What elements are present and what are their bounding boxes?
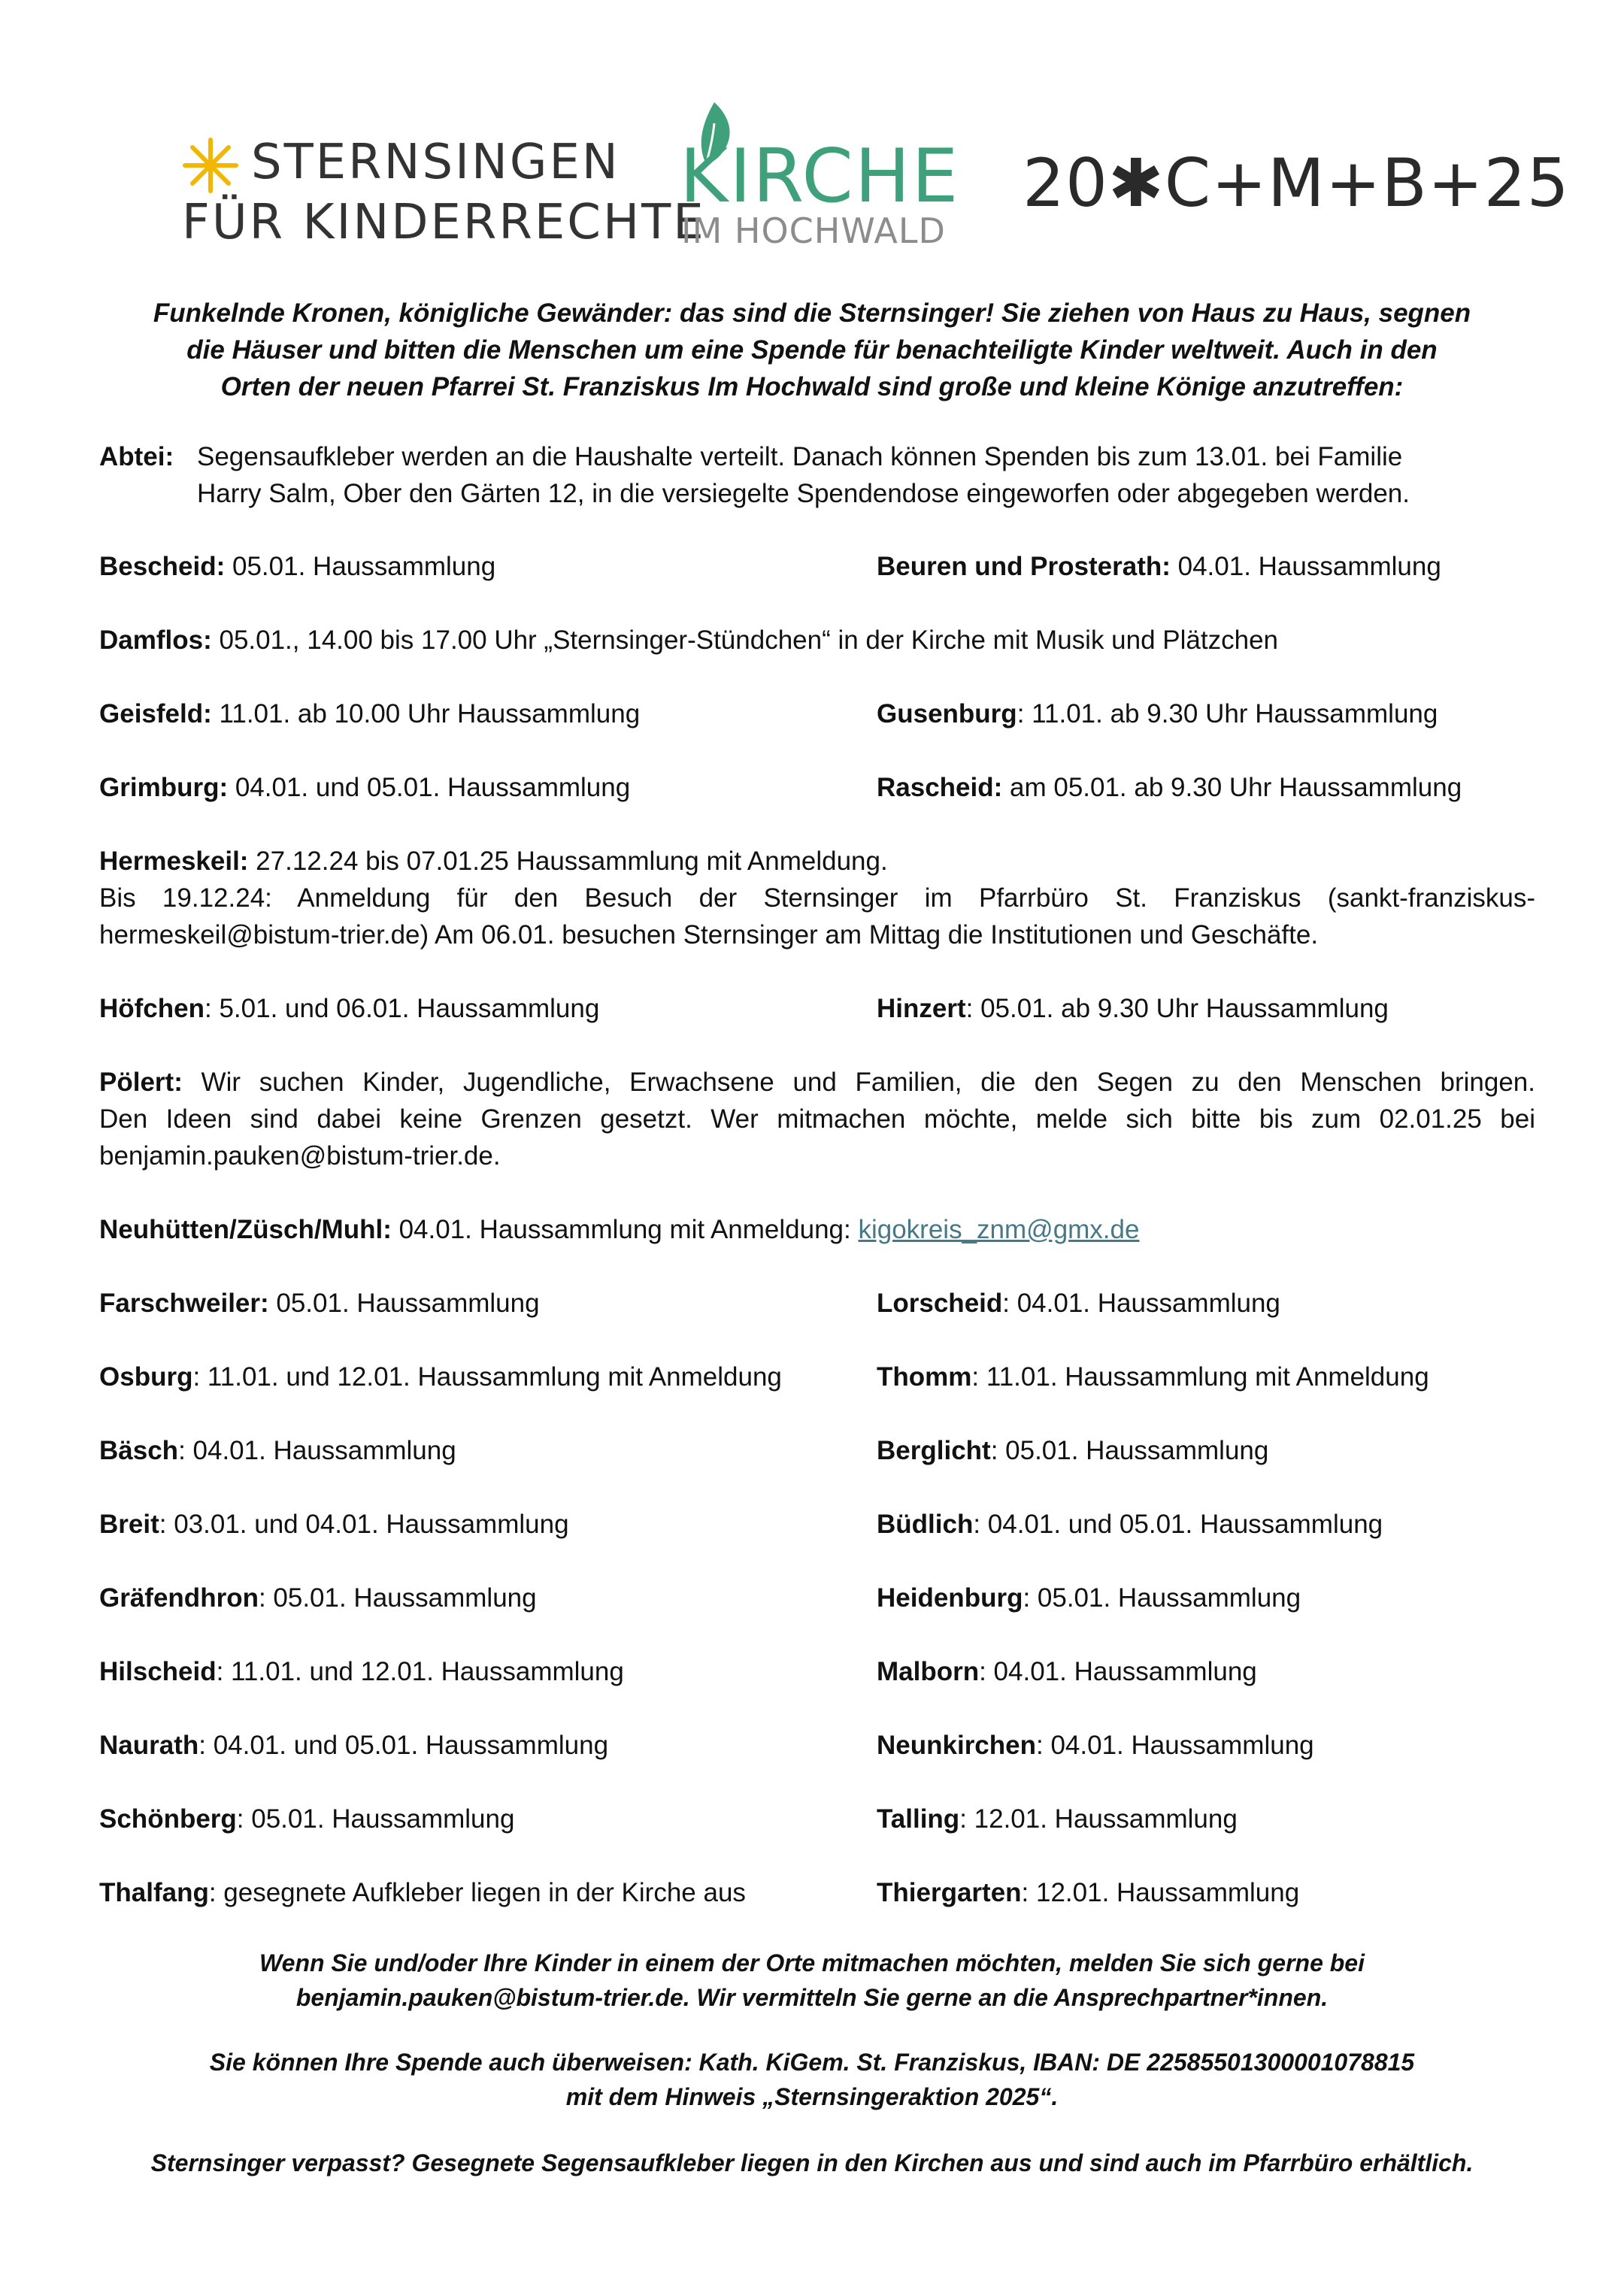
- entry-text: 27.12.24 bis 07.01.25 Haussammlung mit Anmeldung.: [248, 847, 888, 876]
- sternsingen-logo-line2: FÜR KINDERRECHTE: [182, 195, 706, 250]
- place-name: Beuren und Prosterath:: [877, 552, 1171, 581]
- place-name: Hinzert: [877, 994, 966, 1023]
- place-name: Osburg: [99, 1362, 193, 1392]
- email-link[interactable]: kigokreis_znm@gmx.de: [858, 1215, 1140, 1244]
- place-name: Heidenburg: [877, 1583, 1023, 1613]
- entry-text: : 05.01. ab 9.30 Uhr Haussammlung: [965, 994, 1389, 1023]
- entry-text: Segensaufkleber werden an die Haushalte verteilt. Danach können Spenden bis zum 13.01. bei Familie: [197, 442, 1403, 471]
- place-name: Höfchen: [99, 994, 205, 1023]
- entry-text: am 05.01. ab 9.30 Uhr Haussammlung: [1002, 773, 1462, 802]
- entry-text: : 11.01. Haussammlung mit Anmeldung: [971, 1362, 1429, 1392]
- entry-text: : 04.01. und 05.01. Haussammlung: [973, 1510, 1383, 1539]
- entry-text: Bis 19.12.24: Anmeldung für den Besuch der Sternsinger im Pfarrbüro St. Franziskus (sankt-franziskus-: [99, 883, 1535, 913]
- entry-row: [99, 695, 1535, 732]
- intro-line: Orten der neuen Pfarrei St. Franziskus Im Hochwald sind große und kleine Könige anzutreffen:: [220, 372, 1404, 401]
- place-name: Abtei:: [99, 442, 174, 471]
- entry-bescheid: [99, 548, 495, 585]
- place-name: Büdlich: [877, 1510, 974, 1539]
- entry-row: [99, 990, 1535, 1027]
- entry-hinzert: [877, 990, 1389, 1027]
- entry-text: : 5.01. und 06.01. Haussammlung: [205, 994, 600, 1023]
- entry-text: : 12.01. Haussammlung: [959, 1804, 1238, 1834]
- sternsingen-logo: [182, 135, 706, 256]
- intro-line: Funkelnde Kronen, königliche Gewänder: das sind die Sternsinger! Sie ziehen von Haus zu Haus, segnen: [153, 298, 1471, 328]
- entry-row: [99, 1727, 1535, 1764]
- entry-row: [99, 769, 1535, 806]
- donation-note: [90, 2045, 1534, 2114]
- contact-note: [90, 1946, 1534, 2015]
- entry-text: 04.01. Haussammlung: [1170, 552, 1441, 581]
- header-logos: [0, 90, 1624, 271]
- entry-text: Wir suchen Kinder, Jugendliche, Erwachsene und Familien, die den Segen zu den Menschen bringen.: [182, 1068, 1535, 1097]
- entry-row: [99, 548, 1535, 585]
- sternsingen-logo-line1: STERNSINGEN: [251, 135, 620, 190]
- place-name: Naurath: [99, 1731, 199, 1760]
- entry-text: benjamin.pauken@bistum-trier.de.: [99, 1141, 501, 1171]
- entry-row: [99, 1506, 1535, 1543]
- intro-line: die Häuser und bitten die Menschen um eine Spende für benachteiligte Kinder weltweit. Auch in den: [186, 335, 1438, 365]
- entry-hermeskeil: [99, 843, 1535, 953]
- place-name: Bescheid:: [99, 552, 226, 581]
- entry-abtei: [99, 438, 1535, 512]
- entry-rascheid: [877, 769, 1462, 806]
- entry-text: : gesegnete Aufkleber liegen in der Kirche aus: [208, 1878, 746, 1907]
- place-name: Lorscheid: [877, 1289, 1003, 1318]
- missed-note: Sternsinger verpasst? Gesegnete Segensaufkleber liegen in den Kirchen aus und sind auch im Pfarrbüro erhältlich.: [150, 2149, 1474, 2176]
- entry-text: 04.01. Haussammlung mit Anmeldung:: [391, 1215, 859, 1244]
- entry-text: Harry Salm, Ober den Gärten 12, in die versiegelte Spendendose eingeworfen oder abgegeben werden.: [197, 479, 1410, 508]
- place-name: Schönberg: [99, 1804, 237, 1834]
- entry-text: : 11.01. ab 9.30 Uhr Haussammlung: [1017, 699, 1438, 728]
- kirche-im-hochwald-logo: [680, 101, 965, 259]
- entry-text: : 04.01. Haussammlung: [178, 1436, 456, 1465]
- place-name: Thomm: [877, 1362, 972, 1392]
- place-name: Bäsch: [99, 1436, 179, 1465]
- entry-beuren: [877, 548, 1441, 585]
- donation-line: mit dem Hinweis „Sternsingeraktion 2025“.: [565, 2083, 1059, 2110]
- place-name: Grimburg:: [99, 773, 229, 802]
- entry-row: [99, 1359, 1535, 1395]
- entry-gusenburg: [877, 695, 1438, 732]
- entry-row: [99, 1285, 1535, 1322]
- entry-text: : 12.01. Haussammlung: [1021, 1878, 1300, 1907]
- entry-poelert: [99, 1064, 1535, 1174]
- place-name: Thiergarten: [877, 1878, 1022, 1907]
- place-name: Geisfeld:: [99, 699, 212, 728]
- entry-row: [99, 1432, 1535, 1469]
- entry-text: : 11.01. und 12.01. Haussammlung: [216, 1657, 624, 1686]
- entry-text: : 03.01. und 04.01. Haussammlung: [159, 1510, 569, 1539]
- entry-text: : 05.01. Haussammlung: [258, 1583, 537, 1613]
- entry-damflos: [99, 622, 1535, 659]
- place-name: Breit: [99, 1510, 159, 1539]
- place-name: Pölert:: [99, 1068, 183, 1097]
- entry-neuhuetten: [99, 1211, 1535, 1248]
- entry-text: : 04.01. und 05.01. Haussammlung: [198, 1731, 609, 1760]
- place-name: Farschweiler:: [99, 1289, 269, 1318]
- place-name: Hilscheid: [99, 1657, 217, 1686]
- entry-hoefchen: [99, 990, 599, 1027]
- entry-text: 05.01., 14.00 bis 17.00 Uhr „Sternsinger-Stündchen“ in der Kirche mit Musik und Plätzchen: [211, 625, 1279, 655]
- entry-geisfeld: [99, 695, 640, 732]
- entry-text: hermeskeil@bistum-trier.de) Am 06.01. besuchen Sternsinger am Mittag die Institutionen und Geschäfte.: [99, 920, 1319, 950]
- entry-text: : 05.01. Haussammlung: [990, 1436, 1269, 1465]
- place-name: Neuhütten/Züsch/Muhl:: [99, 1215, 392, 1244]
- entry-text: : 04.01. Haussammlung: [1036, 1731, 1314, 1760]
- entry-text: : 05.01. Haussammlung: [1023, 1583, 1301, 1613]
- entry-row: [99, 1580, 1535, 1616]
- place-name: Gräfendhron: [99, 1583, 259, 1613]
- kirche-logo-line1: KIRCHE: [680, 134, 960, 220]
- entry-grimburg: [99, 769, 630, 806]
- donation-line: Sie können Ihre Spende auch überweisen: Kath. KiGem. St. Franziskus, IBAN: DE 22585501300001078815: [209, 2049, 1415, 2076]
- entry-text: Den Ideen sind dabei keine Grenzen gesetzt. Wer mitmachen möchte, melde sich bitte bis zum 02.01.25 bei: [99, 1104, 1535, 1134]
- entry-text: : 04.01. Haussammlung: [1002, 1289, 1280, 1318]
- entry-text: 04.01. und 05.01. Haussammlung: [228, 773, 631, 802]
- place-name: Malborn: [877, 1657, 980, 1686]
- intro-paragraph: [90, 295, 1534, 405]
- place-name: Berglicht: [877, 1436, 991, 1465]
- entry-text: : 04.01. Haussammlung: [979, 1657, 1257, 1686]
- kirche-logo-line2: IM HOCHWALD: [681, 211, 946, 251]
- place-name: Gusenburg: [877, 699, 1017, 728]
- place-name: Hermeskeil:: [99, 847, 249, 876]
- entry-row: [99, 1653, 1535, 1690]
- entry-text: : 05.01. Haussammlung: [236, 1804, 515, 1834]
- entry-text: 11.01. ab 10.00 Uhr Haussammlung: [211, 699, 641, 728]
- place-name: Damflos:: [99, 625, 212, 655]
- contact-line: benjamin.pauken@bistum-trier.de. Wir vermitteln Sie gerne an die Ansprechpartner*innen.: [295, 1984, 1329, 2011]
- place-name: Talling: [877, 1804, 960, 1834]
- blessing-inscription: 20✱C+M+B+25: [1023, 144, 1570, 222]
- place-name: Neunkirchen: [877, 1731, 1036, 1760]
- entry-row: [99, 1874, 1535, 1911]
- place-name: Thalfang: [99, 1878, 209, 1907]
- entry-text: 05.01. Haussammlung: [225, 552, 496, 581]
- entry-text: : 11.01. und 12.01. Haussammlung mit Anmeldung: [192, 1362, 782, 1392]
- entry-row: [99, 1801, 1535, 1837]
- entry-text: 05.01. Haussammlung: [268, 1289, 540, 1318]
- place-name: Rascheid:: [877, 773, 1003, 802]
- contact-line: Wenn Sie und/oder Ihre Kinder in einem der Orte mitmachen möchten, melden Sie sich gerne bei: [259, 1949, 1365, 1976]
- star-icon: [182, 137, 239, 194]
